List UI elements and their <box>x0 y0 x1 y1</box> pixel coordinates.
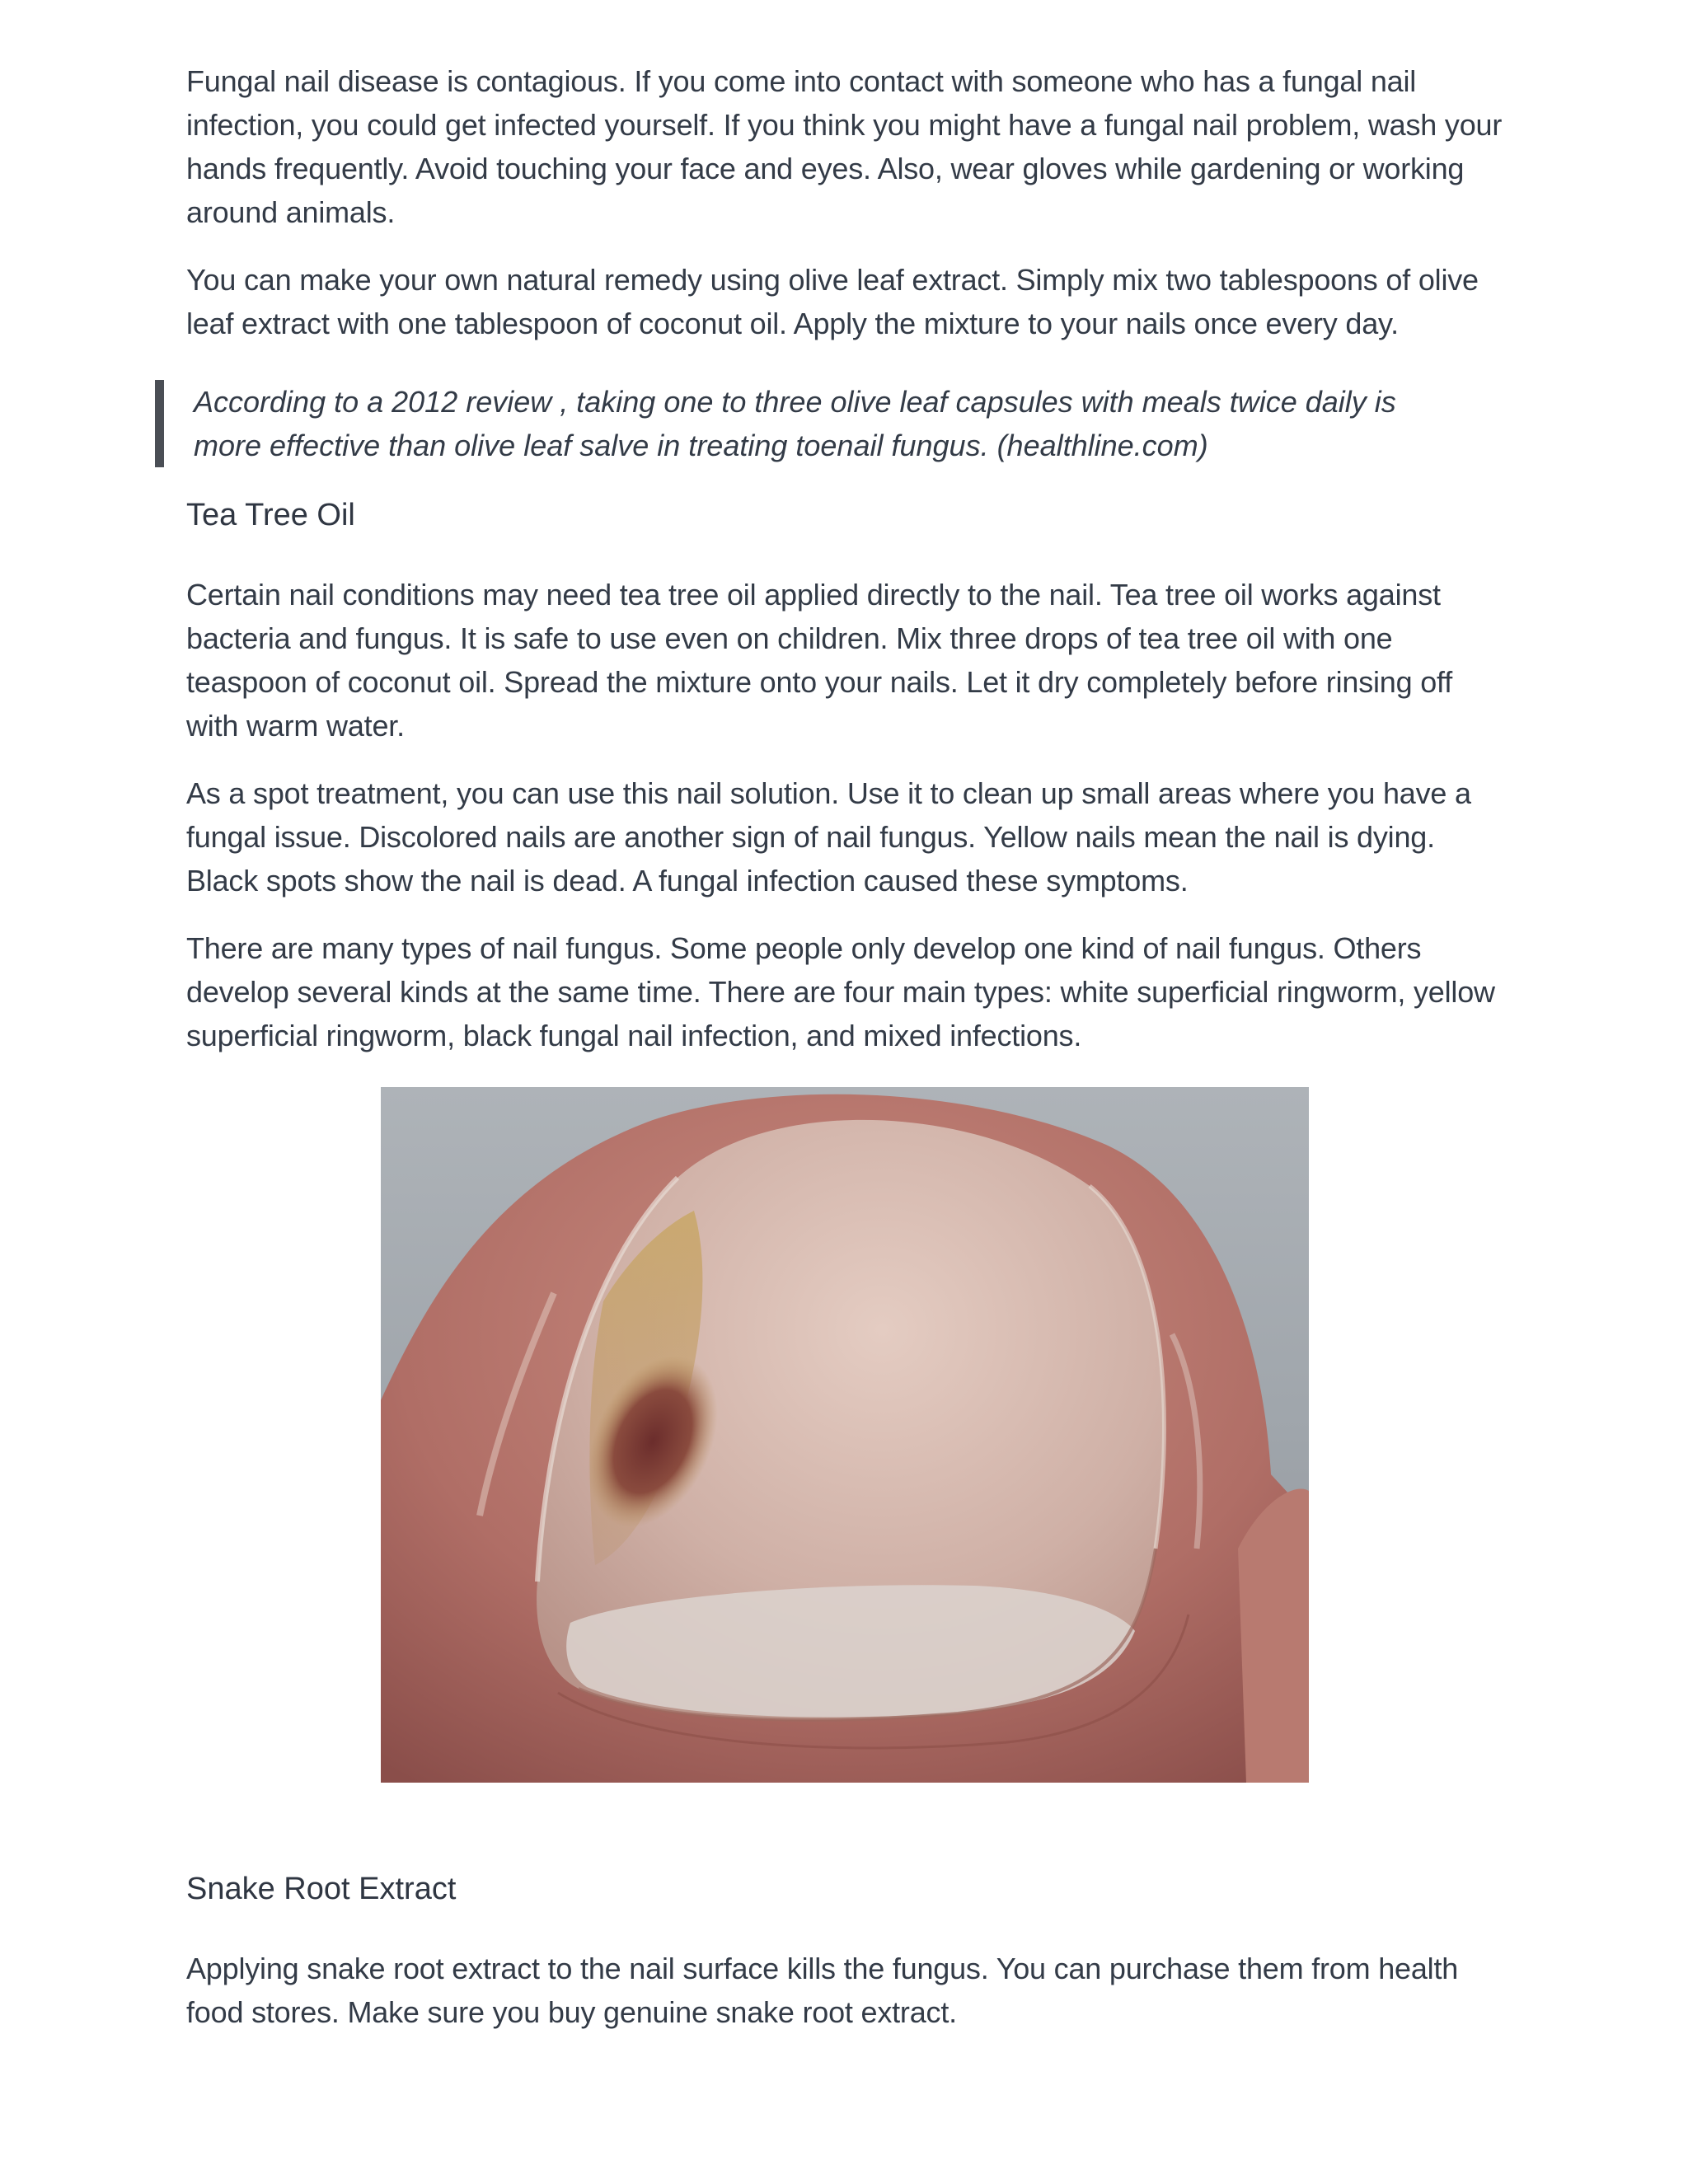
blockquote-olive-leaf-review <box>155 380 1488 467</box>
paragraph-contagious: Fungal nail disease is contagious. If you come into contact with someone who has a fungal nail infection, you could get infected yourself. If you think you might have a fungal nail problem, wash your hands frequently. Avoid touching your face and eyes. Also, wear gloves while gardening or working around animals. <box>186 64 1503 229</box>
paragraph-olive-leaf: You can make your own natural remedy using olive leaf extract. Simply mix two tablespoons of olive leaf extract with one tablespoon of coconut oil. Apply the mixture to your nails once every day. <box>186 263 1479 340</box>
toenail-fungus-photo <box>381 1087 1309 1783</box>
paragraph-snake-root: Applying snake root extract to the nail surface kills the fungus. You can purchase them from health food stores. Make sure you buy genuine snake root extract. <box>186 1952 1459 2029</box>
toenail-photo-illustration <box>381 1087 1309 1783</box>
paragraph-tea-tree: Certain nail conditions may need tea tree oil applied directly to the nail. Tea tree oil works against bacteria and fungus. It is safe to use even on children. Mix three drops of tea tree oil with one teaspoon of coconut oil. Spread the mixture onto your nails. Let it dry completely before rinsing off with warm water. <box>186 578 1453 743</box>
heading-snake-root-extract: Snake Root Extract <box>186 1872 457 1906</box>
quote-line: more effective than olive leaf salve in treating toenail fungus. (healthline.com) <box>194 429 1208 462</box>
paragraph-spot-treatment: As a spot treatment, you can use this nail solution. Use it to clean up small areas where you have a fungal issue. Discolored nails are another sign of nail fungus. Yellow nails mean the nail is dying. Black spots show the nail is dead. A fungal infection caused these symptoms. <box>186 776 1471 898</box>
paragraph-fungus-types: There are many types of nail fungus. Some people only develop one kind of nail fungus. Others develop several kinds at the same time. There are four main types: white superficial ringworm, yellow superficial ringworm, black fungal nail infection, and mixed infections. <box>186 931 1495 1052</box>
heading-tea-tree-oil: Tea Tree Oil <box>186 498 355 532</box>
quote-line: According to a 2012 review , taking one to three olive leaf capsules with meals twice daily is <box>194 385 1396 419</box>
article-body <box>186 59 1505 2034</box>
